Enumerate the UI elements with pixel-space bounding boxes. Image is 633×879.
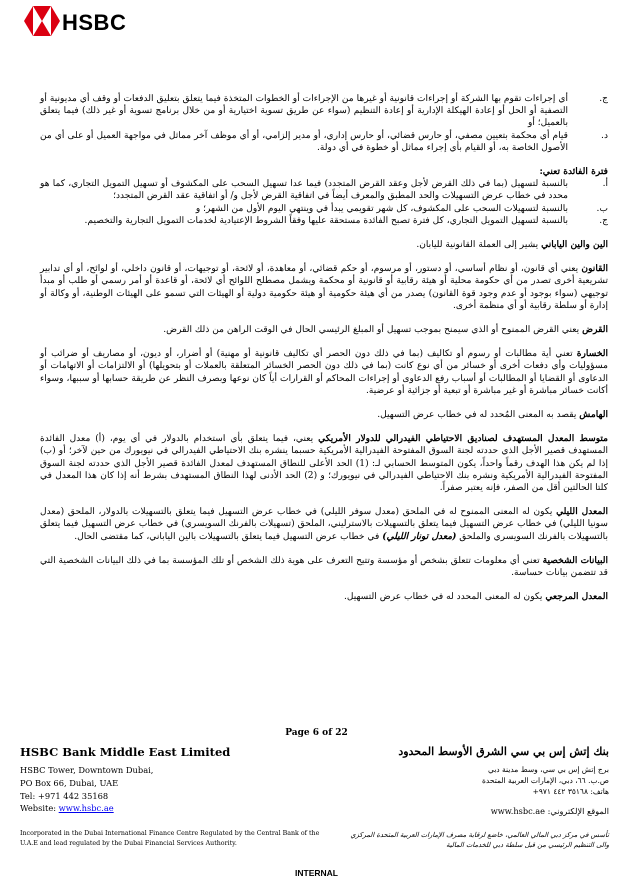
definition-text: يشير إلى العملة القانونية لليابان. (416, 240, 542, 251)
definition-text: يكون له المعنى الممنوح له في الملحق (معدل سوفر الليلي) في خطاب عرض التسهيل فيما يتعلق بالتسهيلات بالدولار، الملحق (معدل سونيا الليلي) في خطاب عرض التسهيل فيما يتعلق بالتسهيلات بالاسترليني، الملحق (تسهيلات بالفرنك السويسري) في خطاب عرض التسهيل فيما يتعلق بالتسهيلات بالفرنك السويسري والملحق (40, 507, 608, 542)
page-number: Page 6 of 22 (285, 728, 348, 738)
clause-text: بالنسبة لتسهيل (بما في ذلك القرض لأجل وعقد القرض المتجدد) فيما عدا تسهيل السحب على المكشوف أو تسهيل التمويل التجاري، كما هو محدد في خطاب عرض التسهيلات والحد المطبق والمعرف أيضاً في اتفاقية القرض لأجل و/ أو اتفاقية عقد القرض المتجدد؛ (40, 179, 568, 202)
hsbc-logo (24, 6, 144, 38)
clause-mark: ج. (599, 215, 608, 226)
definition-term: متوسط المعدل المستهدف لصناديق الاحتياطي الفيدرالي للدولار الأمريكي (318, 433, 609, 445)
clause-text: قيام أي محكمة بتعيين مصفي، أو حارس قضائي، أو حارس إداري، أو مدير إلزامي، أو أي موظف آخر مماثل في مواجهة العميل أو على أي من الأصول الخاصة به، أو القيام بأي إجراء مماثل أو خطوة في أي دولة. (40, 130, 568, 153)
brand-name: HSBC (62, 10, 127, 35)
definition-term: المعدل المرجعي (545, 591, 608, 603)
clause-mark: أ. (602, 179, 608, 190)
definition-yen (40, 239, 608, 251)
definition-text-italic: (معدل تونار الليلي) (382, 530, 457, 542)
definition-term: القرض (582, 324, 608, 336)
website-label: الموقع الإلكتروني: (545, 806, 609, 816)
definition-text: يعني أي قانون، أو نظام أساسي، أو دستور، أو مرسوم، أو حكم قضائي، أو معاهدة، أو لائحة، أو توجيهات، أو قانون داخلي، أو لوائح، أو أي تدابير تشريعية أخرى تصدر من أي حكومة محلية أو هيئة رقابية أو قانونية أو محكمة ويشمل مصطلح اللوائح أي لائحة، أو قاعدة أو أمر رسمي أو طلب أو مبدأ توجيهي (سواء بوجود أو عدم وجود قوة القانون) يصدر من أي هيئة حكومية أو هيئة حكومية دولية أو الهيئات التي تسمو على الهيئات الوطنية، أو وكالة أو إدارة أو سلطة رقابية أو أي منظمة أخرى. (40, 264, 608, 311)
interest-period-item-b (40, 203, 608, 215)
address-en (20, 764, 153, 815)
interest-period-item-c (40, 215, 608, 227)
definition-suffix: تعني: (539, 166, 564, 178)
definition-text: في خطاب عرض التسهيل فيما يتعلق بالتسهيلات بالين الياباني، كما مقتضى الحال. (74, 531, 383, 542)
definition-text: يكون له المعنى المحدد له في خطاب عرض التسهيل. (343, 592, 546, 603)
address-ar (482, 764, 609, 798)
clause-mark: ج. (599, 94, 608, 104)
definition-term: الهامش (579, 409, 608, 421)
definition-text: يعني، فيما يتعلق بأي استخدام بالدولار في أي يوم، (أ) معدل الفائدة المستهدف قصير الأجل الذي حددته لجنة السوق المفتوحة الفيدرالية الأمريكية حسبما ينشره بنك الاحتياطي الفيدرالي في نيويورك من حين لآخر؛ أو (ب) إذا لم يكن هذا الهدف رقماً واحداً، يكون المتوسط الحسابي لـ: (1) الحد الأعلى للنطاق المستهدف لمعدل الفائدة قصير الأجل الذي حددته لجنة السوق المفتوحة الفيدرالية الأمريكية ونشره بنك الاحتياطي الفيدرالي في نيويورك؛ و (2) الحد الأدنى لهذا النطاق المستهدف بشرط أنه إذا كان هذا المعدل في كلتا الحالتين أقل من الصفر، فإنه يعتبر صفراً. (40, 434, 608, 494)
definition-overnight-rate (40, 506, 608, 543)
company-name-ar: بنك إتش إس بي سي الشرق الأوسط المحدود (398, 745, 609, 758)
definition-term: الخسارة (576, 348, 608, 360)
definition-text: يعني القرض الممنوح أو الذي سيمنح بموجب تسهيل أو المبلغ الرئيسي الحال في الوقت الراهن من ذلك القرض. (163, 325, 583, 336)
definition-law (40, 263, 608, 312)
definition-loan (40, 324, 608, 336)
website-line-ar (491, 806, 609, 816)
definition-term: القانون (581, 263, 608, 275)
clause-mark: د. (601, 130, 608, 141)
website-link[interactable]: www.hsbc.ae (58, 803, 114, 814)
hsbc-hexagon-icon (24, 6, 60, 36)
address-line: HSBC Tower, Downtown Dubai, (20, 765, 154, 775)
definition-reference-rate (40, 591, 608, 603)
phone-line: Tel: +971 442 35168 (20, 790, 109, 801)
clause-text: أي إجراءات تقوم بها الشركة أو إجراءات قانونية أو غيرها من الإجراءات أو الخطوات المتخذة فيما يتعلق بتعليق الدفعات أو وقف أي مديونية أو التصفية أو الحل أو إعادة الهيكلة الإدارية أو إعادة التنظيم (سواء عن طريق تسوية اختيارية أو من خلال برنامج تسوية أو غير ذلك) فيما يتعلق بالعميل؛ أو (40, 94, 568, 129)
clause-text: بالنسبة لتسهيل التمويل التجاري، كل فترة تصبح الفائدة مستحقة عليها وفقاً الشروط الإعتيادية لخدمات التمويل التجارية والتخصيم. (84, 215, 568, 226)
clause-d (40, 130, 608, 154)
definition-text: تعني أية مطالبات أو رسوم أو تكاليف (بما في ذلك دون الحصر أي تكاليف قانونية أو مهنية) أو أضرار، أو ديون، أو مصاريف أو ضرائب أو مسؤوليات وأي دفعات أخرى أو خسائر من أي نوع كانت (بما في ذلك دون الحصر الخسائر المتعلقة بالعملات أو بتحويلها) أو الالتزامات أو الاتهامات أو الدعاوى أو القضايا أو المطالبات أو أسباب رفع الدعاوى أو إجراءات المحاكم أو القرارات أياً كان نوعها وبصرف النظر عن طريقة حسابها أو سببها، وسواء أكانت خسائر مباشرة أو غير مباشرة أو تبعية أو جزائية أو عرضية. (40, 349, 608, 396)
definition-fed-funds (40, 433, 608, 494)
definition-loss (40, 348, 608, 397)
clause-c (40, 93, 608, 130)
definition-text: يقصد به المعنى المُحدد له في خطاب عرض التسهيل. (377, 410, 580, 421)
definition-personal-data (40, 555, 608, 579)
definition-margin (40, 409, 608, 421)
definition-term: البيانات الشخصية (542, 554, 608, 566)
phone-line: هاتف: ٣٥١٦٨ ٤٤٢ ٩٧١+ (532, 787, 609, 797)
definition-text: تعني أي معلومات تتعلق بشخص أو مؤسسة وتتيح التعرف على هوية ذلك الشخص أو تلك المؤسسة بما في ذلك البيانات الشخصية التي قد تتضمن بيانات حساسة. (40, 555, 608, 579)
definition-interest-period (40, 166, 608, 178)
document-body (40, 93, 608, 604)
address-line: ص.ب. ٦٦، دبي، الإمارات العربية المتحدة (481, 776, 609, 786)
definition-term: المعدل الليلي (556, 506, 608, 518)
definition-term: فترة الفائدة (563, 166, 608, 178)
website-link[interactable]: www.hsbc.ae (490, 806, 546, 816)
regulation-en: Incorporated in the Dubai International Finance Centre Regulated by the Central Bank of the U.A.E and lead regulated by the Dubai Financial Services Authority. (20, 830, 320, 847)
company-name-en: HSBC Bank Middle East Limited (20, 745, 231, 759)
definition-term: الين والين الياباني (541, 239, 608, 251)
classification-label: INTERNAL (295, 868, 338, 878)
website-label: Website: (20, 803, 59, 814)
clause-text: بالنسبة لتسهيلات السحب على المكشوف، كل شهر تقويمي يبدأ في وينتهي اليوم الأول من الشهر؛ و (195, 203, 568, 214)
interest-period-item-a (40, 178, 608, 202)
address-line: برج إتش إس بي سي، وسط مدينة دبي (487, 765, 609, 774)
website-line (20, 802, 153, 815)
regulation-ar: تأسس في مركز دبي المالي العالمي، خاضع لرقابة مصرف الإمارات العربية المتحدة المركزي والى التنظيم الرئيسي من قبل سلطة دبي للخدمات المالية (350, 831, 609, 849)
address-line: PO Box 66, Dubai, UAE (20, 777, 119, 788)
clause-mark: ب. (596, 203, 608, 214)
